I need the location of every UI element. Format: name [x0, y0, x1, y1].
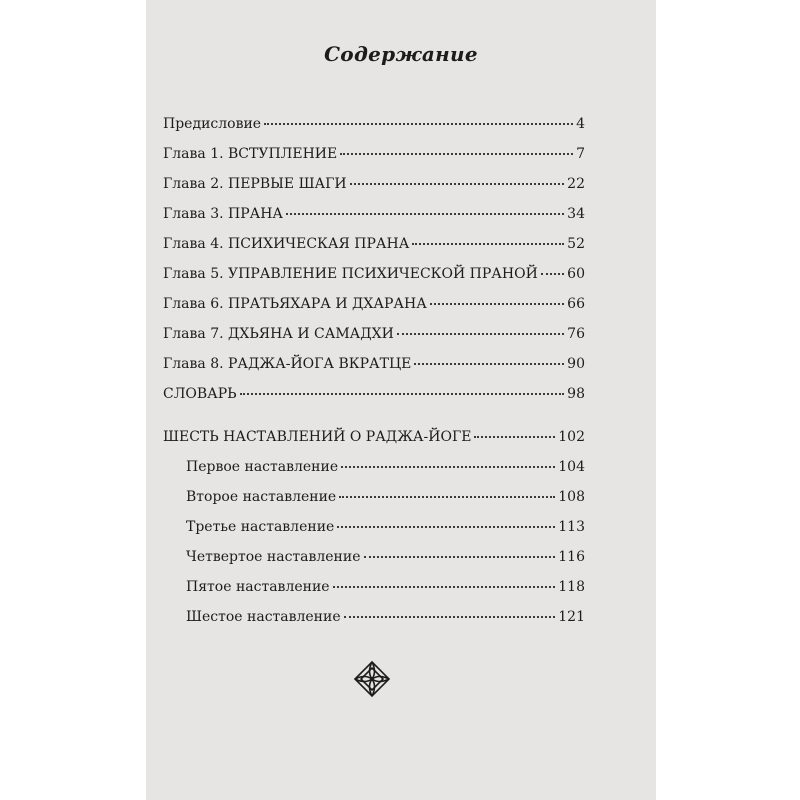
dot-leader [474, 435, 555, 438]
table-of-contents [163, 116, 585, 639]
toc-entry-label: Четвертое наставление [186, 549, 361, 565]
dot-leader [430, 302, 564, 305]
toc-entry-label: Предисловие [163, 116, 262, 132]
toc-entry-label: Глава 3. ПРАНА [163, 206, 284, 222]
toc-entry-page: 116 [558, 549, 585, 565]
toc-subentry [163, 549, 585, 579]
dot-leader [541, 272, 564, 275]
book-page [146, 0, 656, 800]
toc-entry-page: 34 [567, 206, 585, 222]
toc-entry-label: Глава 8. РАДЖА-ЙОГА ВКРАТЦЕ [163, 356, 412, 372]
dot-leader [350, 182, 565, 185]
toc-entry-chapter-5 [163, 266, 585, 296]
dot-leader [397, 332, 564, 335]
toc-entry-page: 102 [558, 429, 585, 445]
toc-entry-label: Первое наставление [186, 459, 339, 475]
toc-entry-glossary [163, 386, 585, 416]
toc-section-heading [163, 429, 585, 459]
toc-entry-page: 76 [567, 326, 585, 342]
toc-entry-page: 52 [567, 236, 585, 252]
toc-entry-chapter-6 [163, 296, 585, 326]
toc-entry-preface [163, 116, 585, 146]
toc-entry-label: Глава 1. ВСТУПЛЕНИЕ [163, 146, 338, 162]
toc-entry-chapter-8 [163, 356, 585, 386]
toc-subentry [163, 489, 585, 519]
dot-leader [414, 362, 564, 365]
dot-leader [337, 525, 555, 528]
toc-subentry [163, 459, 585, 489]
toc-entry-chapter-4 [163, 236, 585, 266]
toc-entry-chapter-7 [163, 326, 585, 356]
dot-leader [364, 555, 556, 558]
toc-entry-page: 90 [567, 356, 585, 372]
section-spacer [163, 416, 585, 429]
toc-entry-label: Третье наставление [186, 519, 335, 535]
toc-entry-page: 7 [576, 146, 585, 162]
toc-entry-label: Глава 4. ПСИХИЧЕСКАЯ ПРАНА [163, 236, 410, 252]
toc-entry-label: Шестое наставление [186, 609, 341, 625]
toc-subentry [163, 579, 585, 609]
toc-entry-label: Глава 7. ДХЬЯНА И САМАДХИ [163, 326, 394, 342]
dot-leader [286, 212, 564, 215]
dot-leader [333, 585, 556, 588]
toc-entry-chapter-3 [163, 206, 585, 236]
toc-entry-page: 22 [567, 176, 585, 192]
dot-leader [341, 465, 555, 468]
dot-leader [340, 152, 573, 155]
toc-entry-page: 118 [558, 579, 585, 595]
toc-entry-page: 66 [567, 296, 585, 312]
dot-leader [412, 242, 564, 245]
dot-leader [264, 122, 573, 125]
toc-entry-chapter-1 [163, 146, 585, 176]
toc-entry-page: 113 [558, 519, 585, 535]
toc-entry-page: 4 [576, 116, 585, 132]
toc-subentry [163, 519, 585, 549]
toc-entry-label: СЛОВАРЬ [163, 386, 237, 402]
toc-entry-page: 104 [558, 459, 585, 475]
toc-entry-page: 121 [558, 609, 585, 625]
toc-entry-page: 60 [567, 266, 585, 282]
toc-subentry [163, 609, 585, 639]
toc-entry-label: Пятое наставление [186, 579, 330, 595]
toc-entry-page: 98 [567, 386, 585, 402]
toc-entry-chapter-2 [163, 176, 585, 206]
dot-leader [344, 615, 556, 618]
toc-entry-label: Второе наставление [186, 489, 337, 505]
toc-entry-label: ШЕСТЬ НАСТАВЛЕНИЙ О РАДЖА-ЙОГЕ [163, 429, 472, 445]
dot-leader [240, 392, 565, 395]
toc-entry-label: Глава 2. ПЕРВЫЕ ШАГИ [163, 176, 347, 192]
floral-ornament-icon [353, 660, 391, 698]
page-title: Содержание [324, 42, 478, 66]
toc-entry-label: Глава 6. ПРАТЬЯХАРА И ДХАРАНА [163, 296, 427, 312]
dot-leader [339, 495, 555, 498]
toc-entry-label: Глава 5. УПРАВЛЕНИЕ ПСИХИЧЕСКОЙ ПРАНОЙ [163, 266, 538, 282]
toc-entry-page: 108 [558, 489, 585, 505]
